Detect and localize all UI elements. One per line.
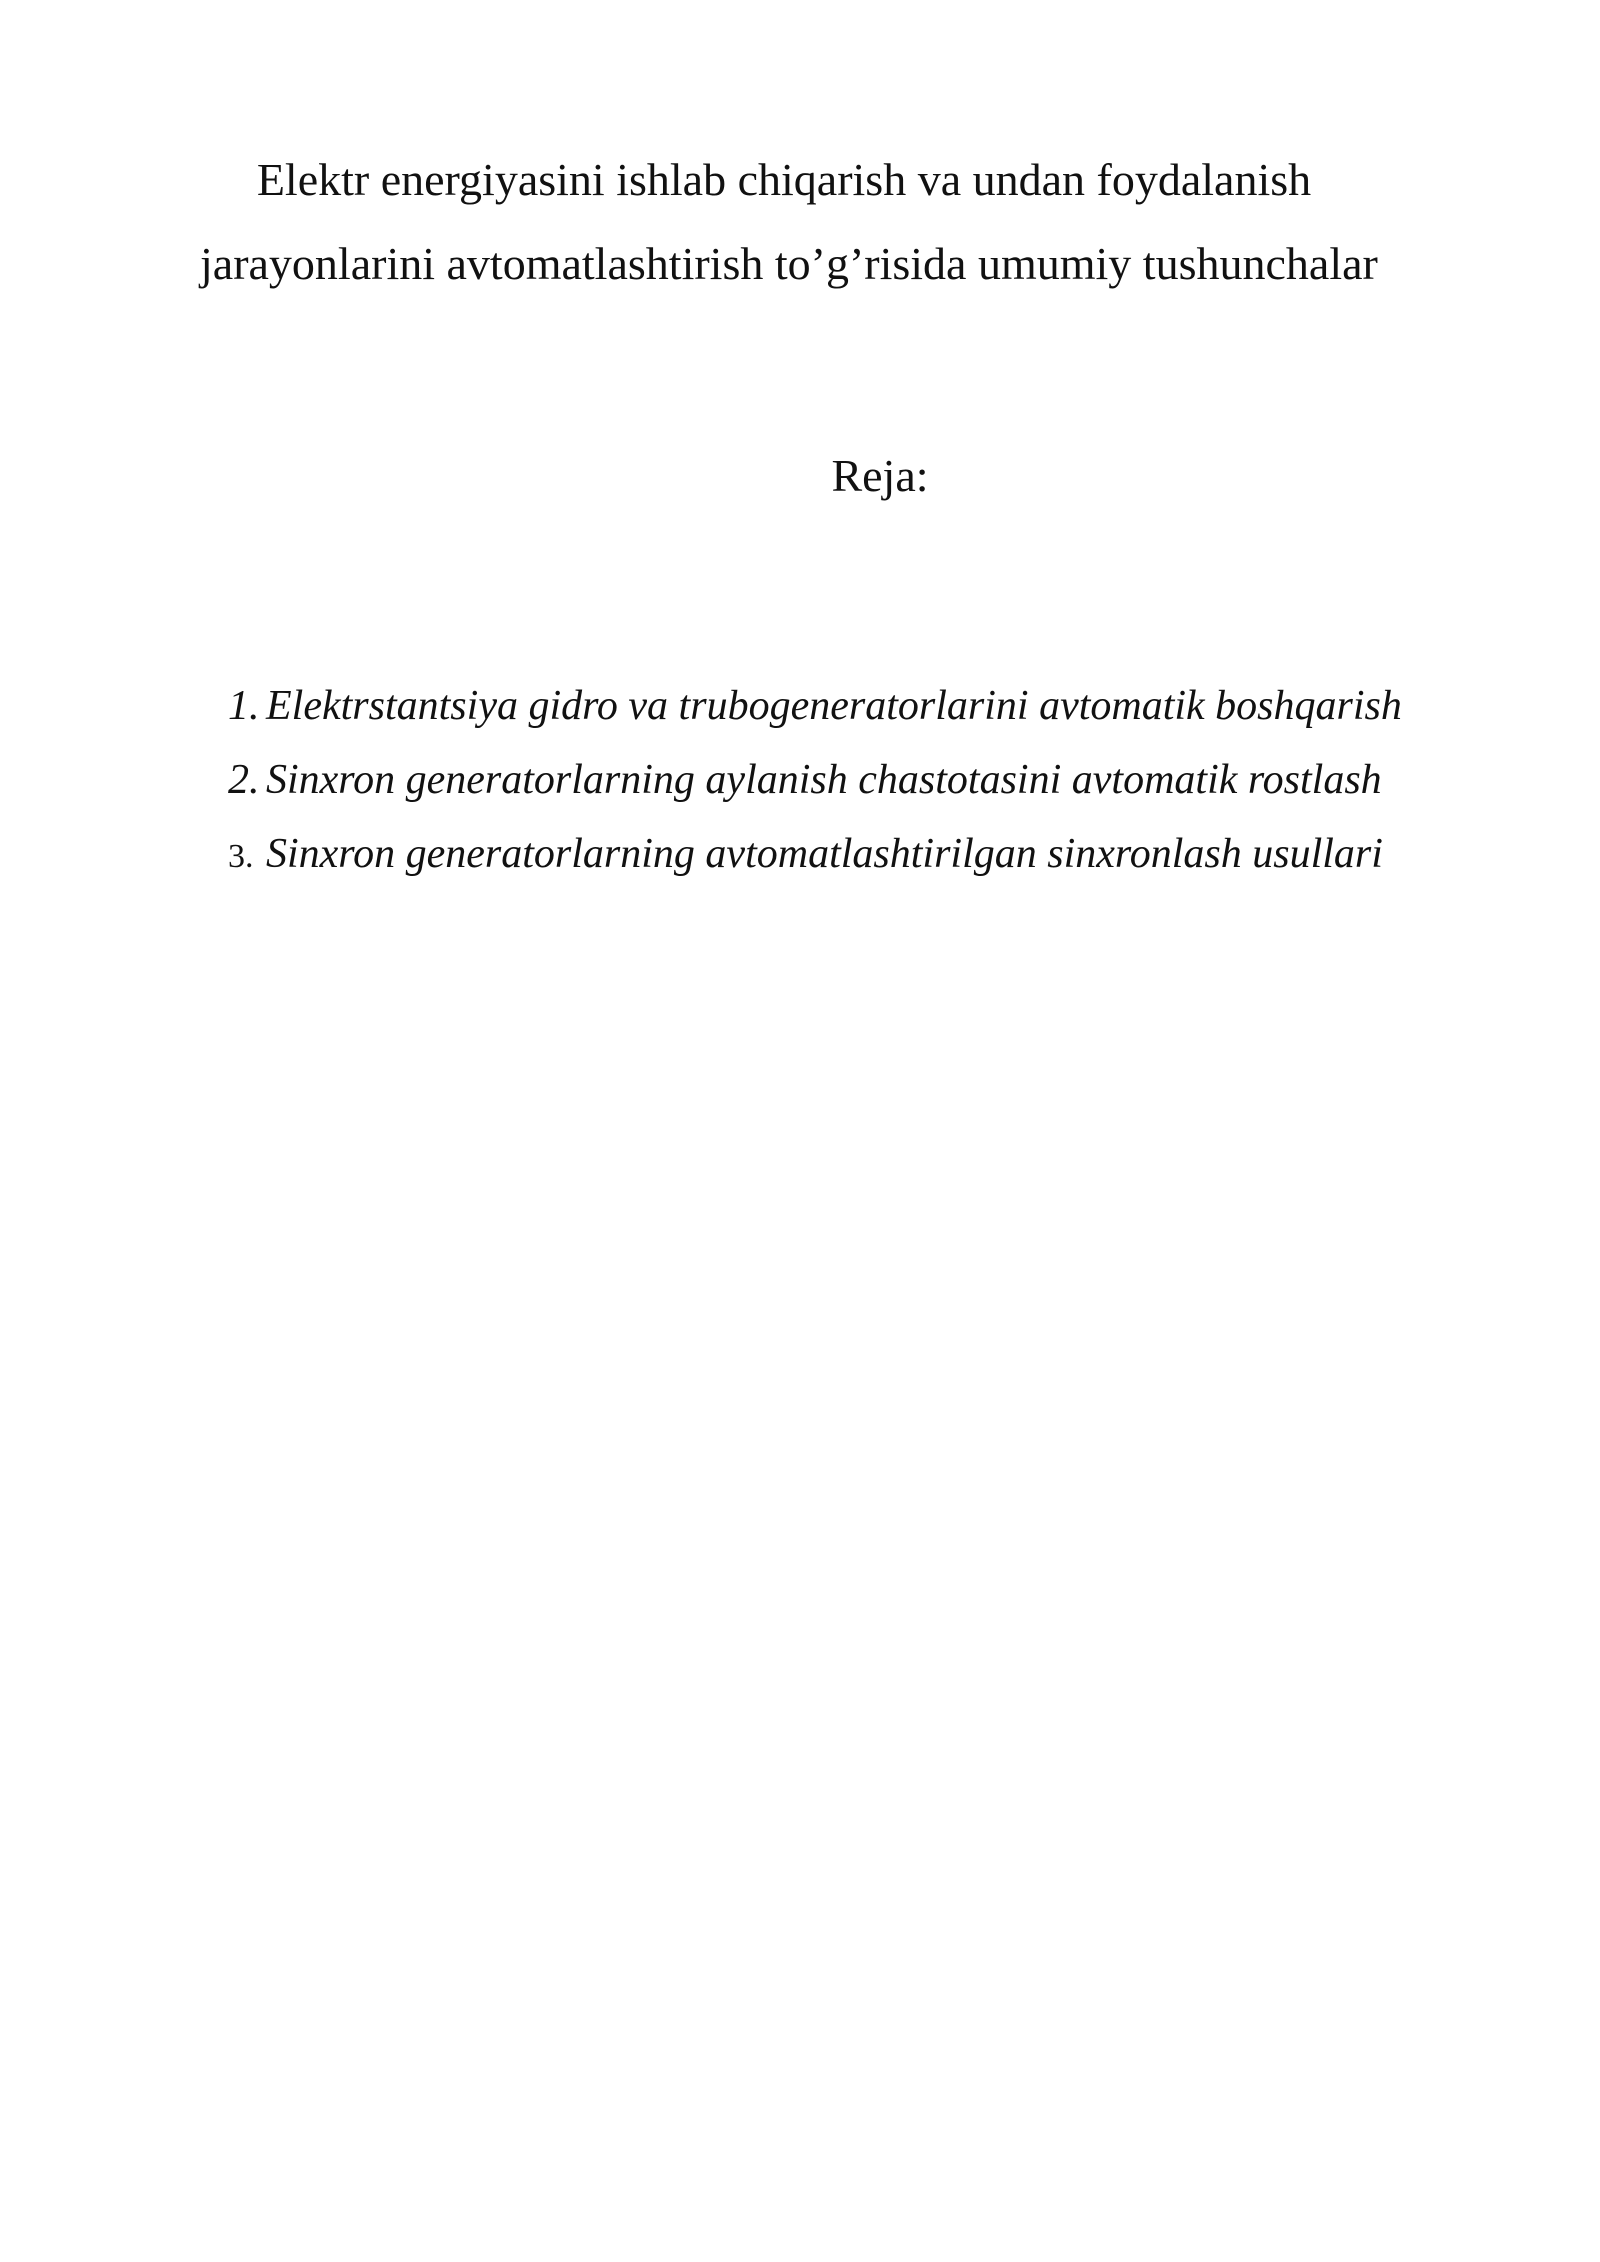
plan-item-3 bbox=[228, 824, 1402, 898]
document-title bbox=[200, 138, 1378, 306]
title-line-2: jarayonlarini avtomatlashtirish to’g’risida umumiy tushunchalar bbox=[200, 238, 1378, 289]
title-line-1: Elektr energiyasini ishlab chiqarish va undan foydalanish bbox=[256, 154, 1312, 205]
plan-item-text: Sinxron generatorlarning avtomatlashtirilgan sinxronlash usullari bbox=[266, 831, 1383, 877]
plan-item-text: Sinxron generatorlarning aylanish chastotasini avtomatik rostlash bbox=[266, 757, 1382, 803]
plan-heading: Reja: bbox=[831, 450, 929, 501]
plan-item-number: 1. bbox=[228, 683, 260, 729]
plan-item-2 bbox=[228, 750, 1402, 824]
plan-item-number: 3. bbox=[228, 838, 254, 875]
plan-list bbox=[228, 676, 1402, 898]
plan-item-text: Elektrstantsiya gidro va trubogeneratorlarini avtomatik boshqarish bbox=[266, 683, 1402, 729]
plan-item-1 bbox=[228, 676, 1402, 750]
plan-item-number: 2. bbox=[228, 757, 260, 803]
